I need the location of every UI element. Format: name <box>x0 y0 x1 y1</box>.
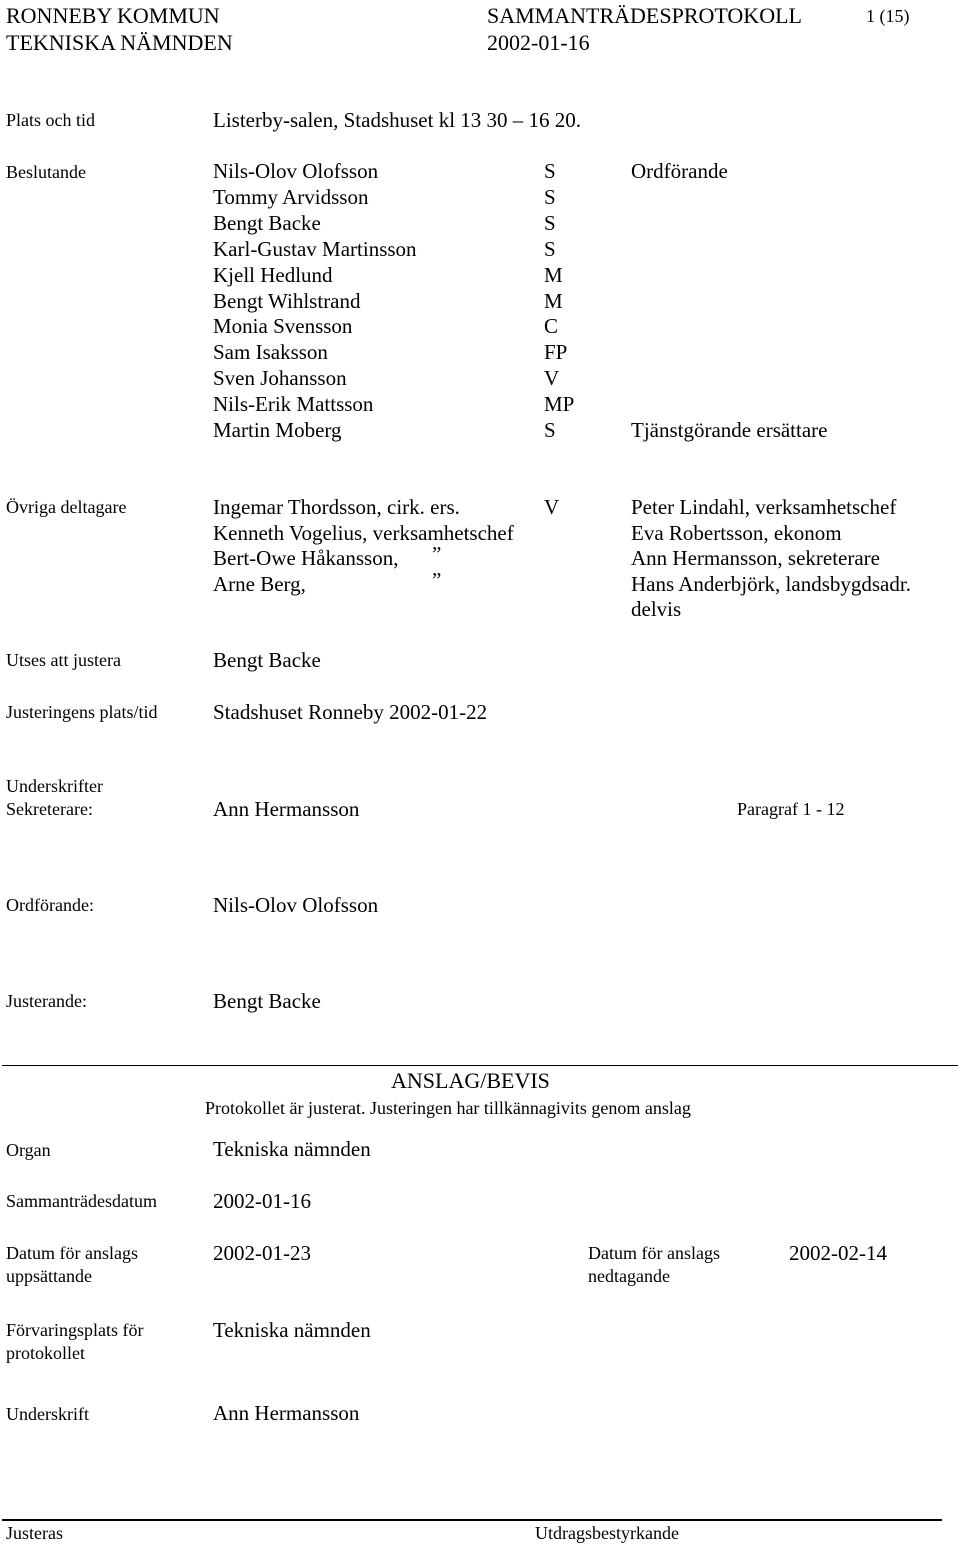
member-party: M <box>544 263 563 287</box>
member-party: S <box>544 159 556 183</box>
adjust-label: Utses att justera <box>6 650 121 670</box>
other-participant: delvis <box>631 597 682 621</box>
decision-label: Beslutande <box>6 162 86 182</box>
removed-label-1: Datum för anslags <box>588 1243 720 1263</box>
member-party: S <box>544 211 556 235</box>
storage-label-1: Förvaringsplats för <box>6 1320 144 1340</box>
notice-title: ANSLAG/BEVIS <box>391 1068 550 1093</box>
member-party: FP <box>544 340 568 364</box>
member-party: M <box>544 289 563 313</box>
doc-type: SAMMANTRÄDESPROTOKOLL <box>487 3 802 28</box>
footer-right: Utdragsbestyrkande <box>535 1523 679 1543</box>
storage-label-2: protokollet <box>6 1343 85 1363</box>
secretary-label: Sekreterare: <box>6 799 93 819</box>
member-name: Martin Moberg <box>213 418 342 442</box>
meeting-date-label: Sammanträdesdatum <box>6 1191 157 1211</box>
sign-label: Underskrift <box>6 1404 89 1424</box>
member-name: Karl-Gustav Martinsson <box>213 237 417 261</box>
adjust-place-label: Justeringens plats/tid <box>6 702 158 722</box>
other-participant: Eva Robertsson, ekonom <box>631 521 842 545</box>
member-name: Sven Johansson <box>213 366 347 390</box>
member-party: S <box>544 185 556 209</box>
member-name: Monia Svensson <box>213 314 353 338</box>
member-name: Nils-Olov Olofsson <box>213 159 379 183</box>
member-name: Bengt Backe <box>213 211 321 235</box>
ditto-mark: ” <box>432 568 442 592</box>
other-participant: Arne Berg, <box>213 572 306 596</box>
paragraph-range: Paragraf 1 - 12 <box>737 799 845 819</box>
member-name: Tommy Arvidsson <box>213 185 369 209</box>
removed-value: 2002-02-14 <box>789 1241 887 1265</box>
other-participant: Kenneth Vogelius, verksamhetschef <box>213 521 514 545</box>
secretary-name: Ann Hermansson <box>213 797 360 821</box>
member-role: Ordförande <box>631 159 728 183</box>
adjust-place-value: Stadshuset Ronneby 2002-01-22 <box>213 700 488 724</box>
member-party: MP <box>544 392 575 416</box>
adjuster-label: Justerande: <box>6 991 87 1011</box>
dept-name: TEKNISKA NÄMNDEN <box>6 30 233 55</box>
member-party: C <box>544 314 559 338</box>
notice-divider <box>2 1065 958 1066</box>
member-name: Sam Isaksson <box>213 340 328 364</box>
member-party: V <box>544 366 560 390</box>
place-label: Plats och tid <box>6 110 95 130</box>
member-role: Tjänstgörande ersättare <box>631 418 828 442</box>
footer-left: Justeras <box>6 1523 63 1543</box>
other-participant: Bert-Owe Håkansson, <box>213 546 399 570</box>
participant-party: V <box>544 495 560 519</box>
others-label: Övriga deltagare <box>6 497 127 517</box>
page-number: 1 (15) <box>866 6 910 26</box>
member-name: Bengt Wihlstrand <box>213 289 361 313</box>
signatures-heading: Underskrifter <box>6 776 103 796</box>
meeting-date-value: 2002-01-16 <box>213 1189 311 1213</box>
member-name: Kjell Hedlund <box>213 263 333 287</box>
storage-value: Tekniska nämnden <box>213 1318 371 1342</box>
other-participant: Hans Anderbjörk, landsbygdsadr. <box>631 572 911 596</box>
organ-value: Tekniska nämnden <box>213 1137 371 1161</box>
other-participant: Ingemar Thordsson, cirk. ers. <box>213 495 460 519</box>
org-name: RONNEBY KOMMUN <box>6 3 220 28</box>
member-party: S <box>544 418 556 442</box>
posted-label-1: Datum för anslags <box>6 1243 138 1263</box>
posted-value: 2002-01-23 <box>213 1241 311 1265</box>
chair-label: Ordförande: <box>6 895 94 915</box>
ditto-mark: ” <box>432 542 442 566</box>
removed-label-2: nedtagande <box>588 1266 670 1286</box>
organ-label: Organ <box>6 1140 51 1160</box>
member-name: Nils-Erik Mattsson <box>213 392 374 416</box>
adjust-value: Bengt Backe <box>213 648 321 672</box>
doc-date: 2002-01-16 <box>487 30 590 55</box>
chair-name: Nils-Olov Olofsson <box>213 893 379 917</box>
sign-value: Ann Hermansson <box>213 1401 360 1425</box>
place-value: Listerby-salen, Stadshuset kl 13 30 – 16 20. <box>213 108 582 132</box>
posted-label-2: uppsättande <box>6 1266 92 1286</box>
footer-divider <box>2 1519 942 1521</box>
other-participant: Peter Lindahl, verksamhetschef <box>631 495 897 519</box>
notice-subtitle: Protokollet är justerat. Justeringen har tillkännagivits genom anslag <box>205 1098 691 1118</box>
adjuster-name: Bengt Backe <box>213 989 321 1013</box>
member-party: S <box>544 237 556 261</box>
other-participant: Ann Hermansson, sekreterare <box>631 546 880 570</box>
